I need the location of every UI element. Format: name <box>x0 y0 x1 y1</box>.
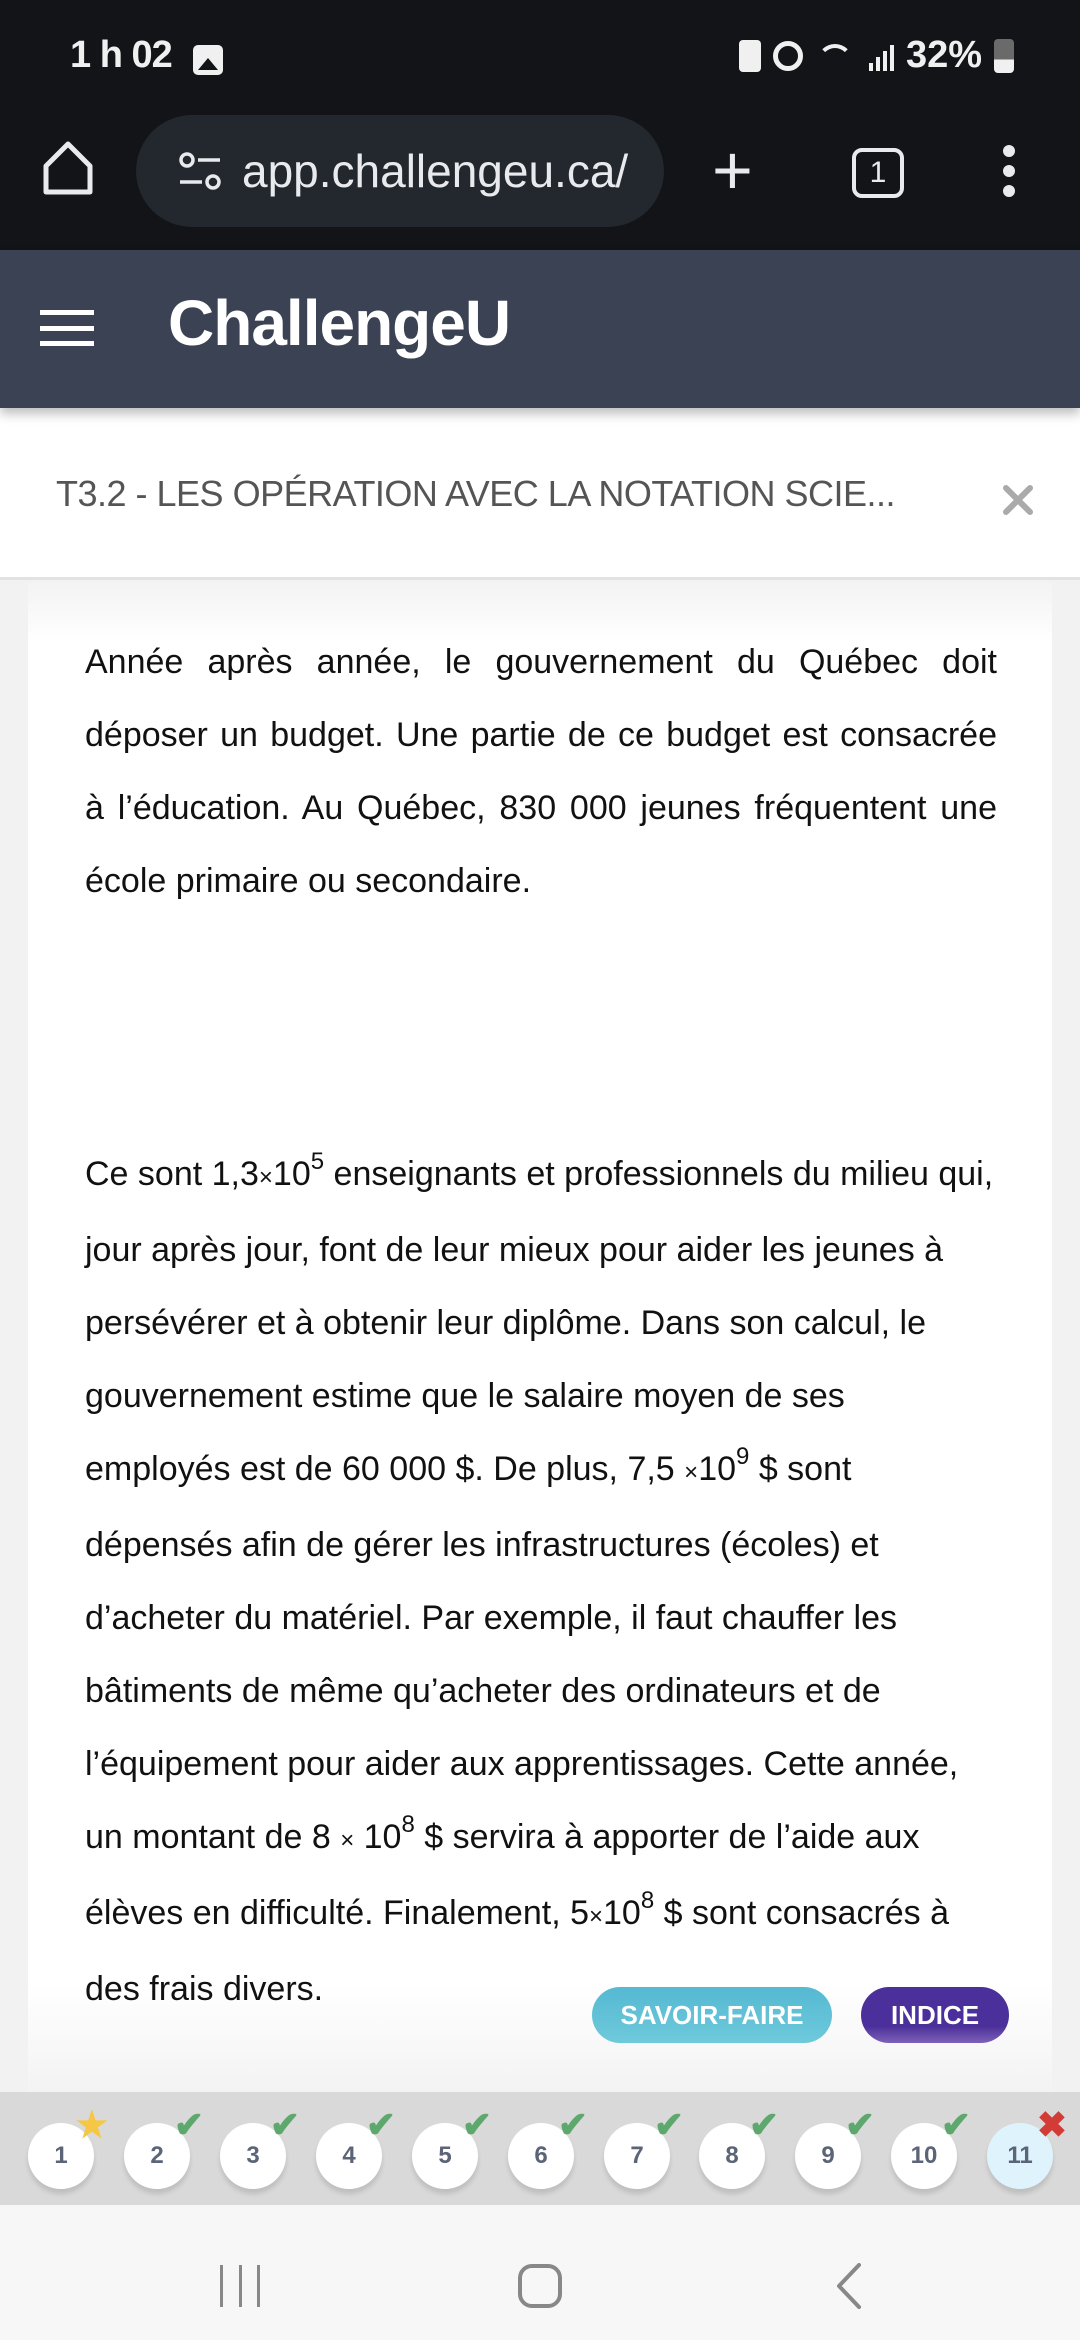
battery-icon <box>994 39 1014 73</box>
savoir-faire-button[interactable]: SAVOIR-FAIRE <box>592 1987 832 2043</box>
status-time: 1 h 02 <box>70 34 172 76</box>
status-icons <box>739 34 1014 77</box>
checkmark-icon: ✔ <box>365 2104 396 2145</box>
browser-menu-button[interactable] <box>1003 145 1017 197</box>
question-bubble-10[interactable]: 10 ✔ <box>891 2123 957 2189</box>
system-navigation-bar <box>0 2205 1080 2340</box>
checkmark-icon: ✔ <box>269 2104 300 2145</box>
checkmark-icon: ✔ <box>557 2104 588 2145</box>
wifi-icon <box>815 40 857 72</box>
address-bar[interactable] <box>136 115 664 227</box>
question-bubble-6[interactable]: 6 ✔ <box>508 2123 574 2189</box>
question-bubble-9[interactable]: 9 ✔ <box>795 2123 861 2189</box>
back-icon[interactable] <box>835 2263 865 2309</box>
hamburger-menu-icon[interactable] <box>40 310 94 346</box>
exercise-title: T3.2 - LES OPÉRATION AVEC LA NOTATION SCIE... <box>56 473 896 514</box>
question-bubble-3[interactable]: 3 ✔ <box>220 2123 286 2189</box>
problem-paragraph-1: Année après année, le gouvernement du Québec doit déposer un budget. Une partie de ce budget est consacrée à l’éducation. Au Québec, 830 000 jeunes fréquentent une école primaire ou secondaire. <box>85 643 997 900</box>
question-bubble-4[interactable]: 4 ✔ <box>316 2123 382 2189</box>
app-title: ChallengeU <box>168 287 511 359</box>
question-navigator <box>0 2092 1080 2205</box>
question-bubble-5[interactable]: 5 ✔ <box>412 2123 478 2189</box>
checkmark-icon: ✔ <box>844 2104 875 2145</box>
gallery-icon <box>193 45 223 75</box>
question-bubble-7[interactable]: 7 ✔ <box>604 2123 670 2189</box>
recent-apps-icon[interactable] <box>220 2265 260 2307</box>
question-bubble-2[interactable]: 2 ✔ <box>124 2123 190 2189</box>
checkmark-icon: ✔ <box>173 2104 204 2145</box>
question-bubble-8[interactable]: 8 ✔ <box>699 2123 765 2189</box>
close-icon[interactable] <box>995 478 1039 522</box>
battery-saver-icon <box>739 40 761 72</box>
battery-percent: 32% <box>905 34 982 76</box>
checkmark-icon: ✔ <box>940 2104 971 2145</box>
star-icon: ★ <box>75 2104 108 2145</box>
site-settings-icon[interactable] <box>178 151 222 191</box>
question-bubble-11[interactable]: 11 ✖ <box>987 2123 1053 2189</box>
problem-paragraph-2: Ce sont $1,3\times 10^5$ enseignants et professionnels du milieu qui, jour après jour, font de leur mieux pour aider les jeunes à persévérer et à obtenir leur diplôme. Dans son calcul, le gouvernement estime que le salaire moyen de ses employés est de 60 000 $. De plus, $7,5 \times 10^9$ $ sont dépensés afin de gérer les infrastructures (écoles) et d’acheter du matériel. Par exemple, il faut chauffer les bâtiments de même qu’acheter des ordinateurs et de l’équipement pour aider aux apprentissages. Cette année, un montant de $8 \times 10^8$ $ servira à apporter de l’aide aux élèves en difficulté. Finalement, $5\times 10^8$ $ sont consacrés à des frais divers. <box>85 1148 994 2008</box>
home-icon[interactable] <box>40 140 96 196</box>
app-header <box>0 250 1080 408</box>
home-nav-icon[interactable] <box>518 2264 562 2308</box>
url-text: app.challengeu.ca/ <box>242 145 629 197</box>
tab-switcher-button[interactable]: 1 <box>852 148 904 198</box>
status-bar <box>0 0 1080 100</box>
checkmark-icon: ✔ <box>748 2104 779 2145</box>
exercise-title-bar <box>0 408 1080 580</box>
alarm-icon <box>773 41 803 71</box>
checkmark-icon: ✔ <box>653 2104 684 2145</box>
cross-icon: ✖ <box>1036 2104 1067 2145</box>
signal-icon <box>869 41 894 71</box>
new-tab-button[interactable]: + <box>712 131 753 209</box>
question-card <box>28 583 1052 2092</box>
question-bubble-1[interactable]: 1 ★ <box>28 2123 94 2189</box>
checkmark-icon: ✔ <box>461 2104 492 2145</box>
hint-button[interactable]: INDICE <box>861 1987 1009 2043</box>
